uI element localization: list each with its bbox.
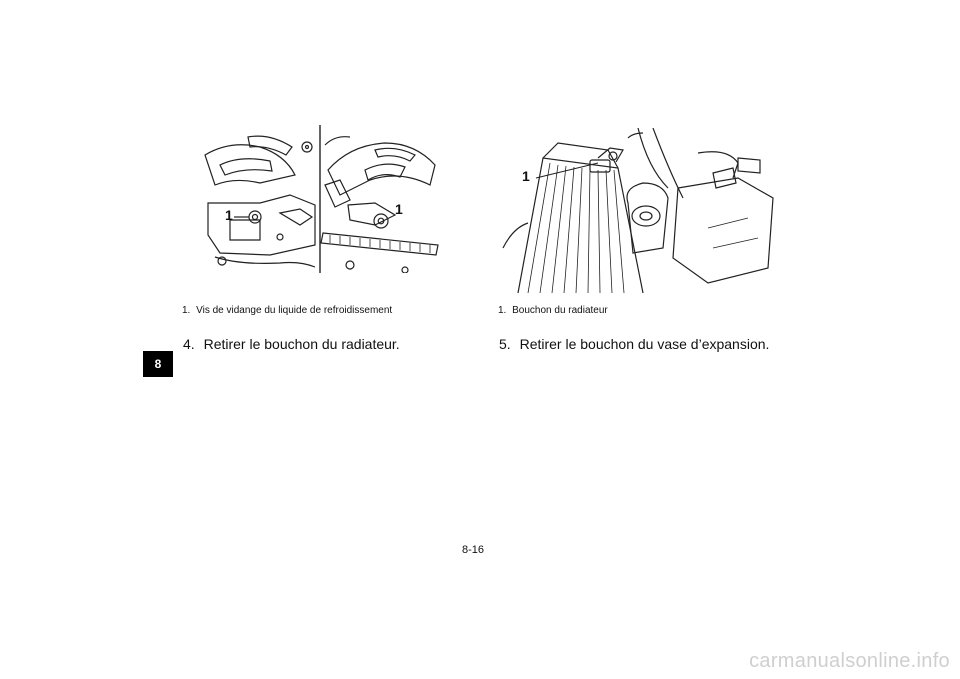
step-number: 5. — [499, 336, 511, 352]
watermark: carmanualsonline.info — [749, 650, 950, 672]
callout-1-right: 1 — [395, 201, 403, 217]
figure-caption-radiator-cap — [498, 305, 608, 316]
step-text: Retirer le bouchon du radiateur. — [203, 336, 400, 352]
chapter-tab: 8 — [143, 351, 173, 377]
figure-radiator-cap — [498, 128, 783, 296]
step-number: 4. — [183, 336, 195, 352]
page-number: 8-16 — [462, 544, 485, 556]
step-4 — [183, 336, 400, 352]
figure-caption-drain-bolt — [182, 305, 392, 316]
callout-1: 1 — [522, 168, 530, 184]
caption-text: Vis de vidange du liquide de refroidissement — [196, 305, 393, 316]
caption-number: 1. — [498, 305, 507, 316]
caption-text: Bouchon du radiateur — [512, 305, 608, 316]
step-5 — [499, 336, 769, 352]
caption-number: 1. — [182, 305, 191, 316]
figure-drain-bolt — [200, 125, 440, 273]
callout-1-left: 1 — [225, 207, 233, 223]
step-text: Retirer le bouchon du vase d’expansion. — [519, 336, 770, 352]
